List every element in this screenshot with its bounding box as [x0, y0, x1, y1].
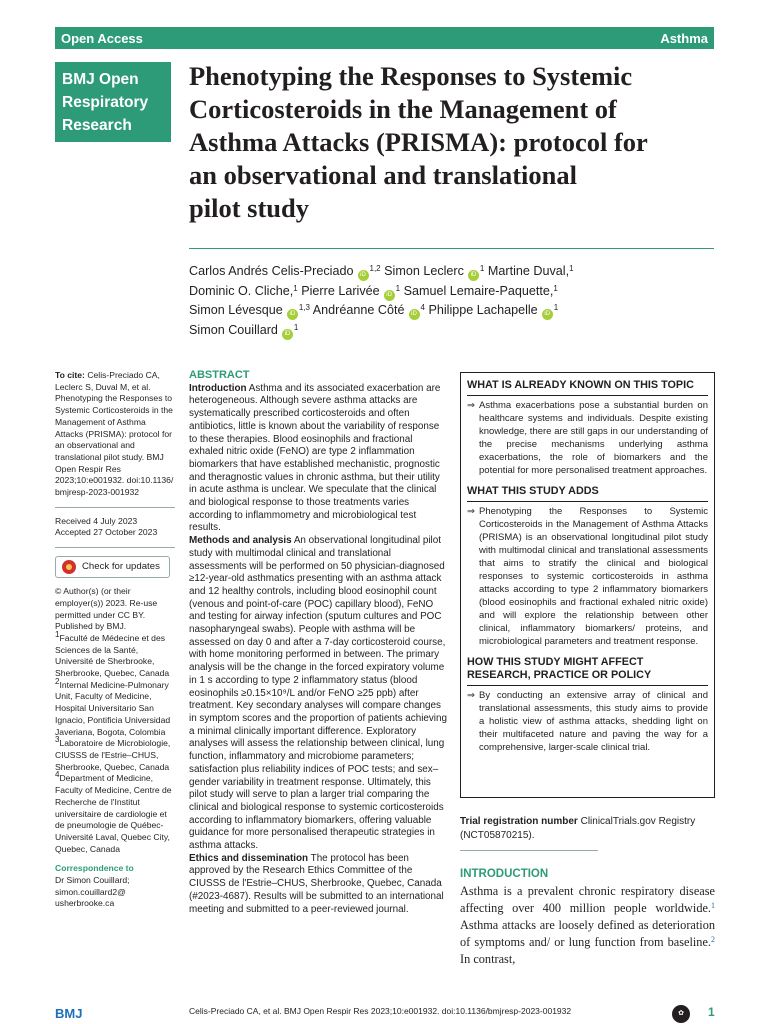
- title-rule: [189, 248, 714, 249]
- author-name: Carlos Andrés Celis-Preciado: [189, 264, 354, 278]
- affect-text: By conducting an extensive array of clinical and translational assessments, this study aims to provide a holistic view of asthma attacks, shedding light on their multifaceted nature and paving the way for a comprehensive, larger-scale clinical trial.: [479, 690, 708, 753]
- orcid-icon[interactable]: iD: [282, 329, 293, 340]
- title-line: Asthma Attacks (PRISMA): protocol for: [189, 127, 648, 157]
- accepted-date: Accepted 27 October 2023: [55, 527, 158, 538]
- divider: [460, 850, 598, 851]
- abstract-section-label: Ethics and dissemination: [189, 852, 309, 864]
- author-line: [189, 282, 714, 302]
- author-affiliation: 1: [293, 283, 298, 293]
- correspondence-email[interactable]: simon.couillard2@ usherbrooke.ca: [55, 886, 126, 909]
- author-line: [189, 262, 714, 282]
- orcid-icon[interactable]: iD: [409, 309, 420, 320]
- abstract-section-label: Introduction: [189, 382, 247, 394]
- intro-sentence: Asthma is a prevalent chronic respiratory disease affecting over 400 million people worldwide.: [460, 884, 715, 915]
- intro-sentence: In contrast,: [460, 952, 516, 966]
- author-affiliation: 1: [569, 264, 574, 273]
- affiliation-text: Department of Medicine, Faculty of Medicine, Centre de Recherche de l'Institut universitaire de cardiologie et de pneumologie de Québec-Université Laval, Quebec City, Quebec, Canada: [55, 773, 172, 854]
- affiliation-number: 2: [55, 676, 60, 686]
- author-name: Simon Leclerc: [384, 264, 464, 278]
- title-line: an observational and translational: [189, 160, 577, 190]
- page-number: 1: [708, 1005, 715, 1019]
- author-affiliation: 1,2: [369, 264, 381, 273]
- affiliation: [55, 629, 175, 680]
- affiliation-text: Laboratoire de Microbiologie, CIUSSS de l'Estrie–CHUS, Sherbrooke, Quebec, Canada: [55, 738, 171, 772]
- divider: [55, 547, 175, 548]
- abstract-section: [189, 383, 447, 535]
- abstract-section-text: Asthma and its associated exacerbation are heterogeneous. Although severe asthma attacks are systematically prescribed corticosteroids and often antibiotics, little is known about the variability of response to these therapies. Blood eosinophils and fractional exhaled nitric oxide (FeNO) are type 2 inflammation biomarkers that have established mechanistic, prognostic and theragnostic values in chronic asthma, but their utility in acute asthma is unclear. We speculate that the clinical and biological response to those treatments varies according to inflammometry and microbiological test results.: [189, 382, 441, 534]
- author-affiliation: 1: [479, 264, 485, 273]
- affiliation-number: 4: [55, 770, 60, 780]
- author-affiliation: 1,3: [298, 303, 310, 312]
- open-access-label: Open Access: [61, 30, 143, 46]
- orcid-icon[interactable]: iD: [468, 270, 479, 281]
- author-affiliation: 1: [553, 283, 558, 293]
- left-sidebar: [55, 370, 175, 910]
- affiliation-text: Internal Medicine-Pulmonary Unit, Faculty of Medicine, Hospital Universitario San Ignacio, Pontificia Universidad Javeriana, Bogota, Colombia: [55, 679, 171, 737]
- title-line: Phenotyping the Responses to Systemic: [189, 61, 633, 91]
- trial-registration: [460, 815, 715, 843]
- abstract-section: [189, 853, 447, 917]
- adds-text: Phenotyping the Responses to Systemic Corticosteroids in the Management of Asthma Attacks (PRISMA) is an observational longitudinal pilot study with multimodal clinical and translational assessments that aims to stratify the clinical and biological responses to systemic corticosteroids in asthma attacks according to type 2 inflammatory biomarkers (blood eosinophils and fractional exhaled nitric oxide) and will explore the relationship between other clinical, inflammatory biomarkers/ proteins, and microbiological parameters and treatment response.: [479, 506, 708, 647]
- abstract-section-text: The protocol has been approved by the Research Ethics Committee of the CIUSSS de l'Estrie–CHUS, Sherbrooke, Quebec, Canada (#2023-4687). Results will be submitted to an international meeting and submitted to a peer-reviewed journal.: [189, 852, 444, 915]
- citation: [55, 370, 175, 499]
- article-title: [189, 60, 724, 225]
- affiliation: [55, 676, 175, 739]
- abstract-section-label: Methods and analysis: [189, 535, 292, 547]
- author-name: Simon Couillard: [189, 322, 278, 337]
- affect-item: [467, 689, 708, 754]
- correspondence-heading: Correspondence to: [55, 863, 134, 874]
- author-name: Martine Duval,: [487, 264, 570, 278]
- abstract-heading: ABSTRACT: [189, 369, 250, 381]
- summary-box: [460, 372, 715, 798]
- adds-item: [467, 505, 708, 648]
- citation-label: To cite:: [55, 370, 85, 380]
- journal-line: Research: [62, 117, 132, 134]
- known-heading: WHAT IS ALREADY KNOWN ON THIS TOPIC: [467, 379, 708, 396]
- bmj-logo: BMJ: [55, 1006, 83, 1021]
- abstract-section: [189, 535, 447, 853]
- author-list: [189, 262, 714, 340]
- introduction-heading: INTRODUCTION: [460, 868, 549, 880]
- author-affiliation: 1: [553, 303, 559, 312]
- affect-heading: HOW THIS STUDY MIGHT AFFECT RESEARCH, PRACTICE OR POLICY: [467, 656, 708, 686]
- journal-line: BMJ Open: [62, 71, 139, 88]
- author-line: [189, 301, 714, 321]
- orcid-icon[interactable]: iD: [384, 290, 395, 301]
- received-date: Received 4 July 2023: [55, 515, 138, 526]
- author-name: Andréanne Côté: [312, 303, 405, 317]
- crossmark-icon: [62, 560, 76, 574]
- arrow-icon: ⇒: [467, 400, 475, 411]
- affiliation-text: Faculté de Médecine et des Sciences de la Santé, Université de Sherbrooke, Sherbrooke, Quebec, Canada: [55, 632, 170, 679]
- journal-logo: [55, 62, 171, 142]
- author-name: Pierre Larivée: [301, 283, 380, 298]
- trial-text: ClinicalTrials.gov Registry (NCT05870215).: [460, 816, 696, 841]
- author-name: Simon Lévesque: [189, 303, 283, 317]
- affiliation: [55, 770, 175, 855]
- affiliation: [55, 735, 175, 773]
- arrow-icon: ⇒: [467, 506, 475, 517]
- author-affiliation: 4: [420, 303, 425, 312]
- correspondence-name: Dr Simon Couillard;: [55, 875, 130, 886]
- orcid-icon[interactable]: iD: [287, 309, 298, 320]
- author-name: Philippe Lachapelle: [428, 303, 538, 317]
- introduction-text: [460, 883, 715, 968]
- author-affiliation: 1: [293, 322, 299, 332]
- check-updates-label: Check for updates: [82, 561, 160, 573]
- copyright: © Author(s) (or their employer(s)) 2023. Re-use permitted under CC BY. Published by BMJ.: [55, 586, 158, 632]
- check-for-updates-button[interactable]: [55, 556, 170, 578]
- author-name: Dominic O. Cliche,: [189, 283, 294, 298]
- trial-label: Trial registration number: [460, 816, 578, 827]
- reference-link[interactable]: 2: [711, 935, 715, 944]
- author-line: [189, 321, 714, 341]
- orcid-icon[interactable]: iD: [358, 270, 369, 281]
- top-bar: [55, 27, 714, 49]
- section-label: Asthma: [660, 30, 708, 46]
- author-name: Samuel Lemaire-Paquette,: [403, 283, 554, 298]
- known-text: Asthma exacerbations pose a substantial burden on healthcare systems and individuals. Despite existing knowledge, there are still gaps in our understanding of the precise mechanisms underlying asthma exacerbations, the role of biomarkers and the potential for more personalised treatment approaches.: [479, 400, 708, 476]
- citation-text: Celis-Preciado CA, Leclerc S, Duval M, et al. Phenotyping the Responses to Systemic Corticosteroids in the Management of Asthma Attacks (PRISMA): protocol for an observational and translational pilot study. BMJ Open Respir Res 2023;10:e001932. doi:10.1136/ bmjresp-2023-001932: [55, 370, 174, 498]
- known-item: [467, 399, 708, 477]
- arrow-icon: ⇒: [467, 690, 475, 701]
- divider: [55, 507, 175, 508]
- author-affiliation: 1: [395, 283, 401, 293]
- footer-citation: Celis-Preciado CA, et al. BMJ Open Respir Res 2023;10:e001932. doi:10.1136/bmjresp-2023-001932: [189, 1006, 572, 1016]
- seal-icon: ✿: [672, 1005, 690, 1023]
- reference-link[interactable]: 1: [711, 901, 715, 910]
- affiliation-number: 3: [55, 735, 60, 745]
- title-line: pilot study: [189, 193, 310, 223]
- orcid-icon[interactable]: iD: [542, 309, 553, 320]
- intro-sentence: Asthma attacks are loosely defined as deterioration of symptoms and/ or lung function from baseline.: [460, 918, 715, 949]
- title-line: Corticosteroids in the Management of: [189, 94, 617, 124]
- journal-line: Respiratory: [62, 94, 149, 111]
- affiliation-number: 1: [55, 629, 60, 639]
- adds-heading: WHAT THIS STUDY ADDS: [467, 485, 708, 502]
- abstract: [189, 369, 447, 916]
- abstract-section-text: An observational longitudinal pilot study with multimodal clinical and translational assessments will be performed on 50 physician-diagnosed ≥12-year-old asthmatics presenting with an asthma attack and 12 healthy controls, including blood eosinophil count (venous and point-of-care (POC) capillary blood), FeNO and testing for airway infection (sputum cultures and POC nasopharyngeal swabs). People with asthma will be assessed on day 0 and after a 7-day corticosteroid course, with home monitoring performed in between. The primary analysis will be the change in the forced expiratory volume in 1 s according to type 2 inflammatory status (blood eosinophils ≥0.15×10⁹/L and/or FeNO ≥25 ppb) after treatment. Key secondary analyses will compare changes in symptom scores and the proportion of patients achieving a minimal clinically important difference. Exploratory analyses will assess the relationship between clinical, lung function, inflammatory and microbiome parameters; satisfaction plus reliability indices of POC tests; and sex–gender variability in treatment response. Ultimately, this pilot study will serve to plan a larger trial comparing the clinical and biological response to systemic corticosteroids according to inflammatory biomarkers, offering valuable guidance for more personalised therapeutic strategies in asthma attacks.: [189, 535, 447, 852]
